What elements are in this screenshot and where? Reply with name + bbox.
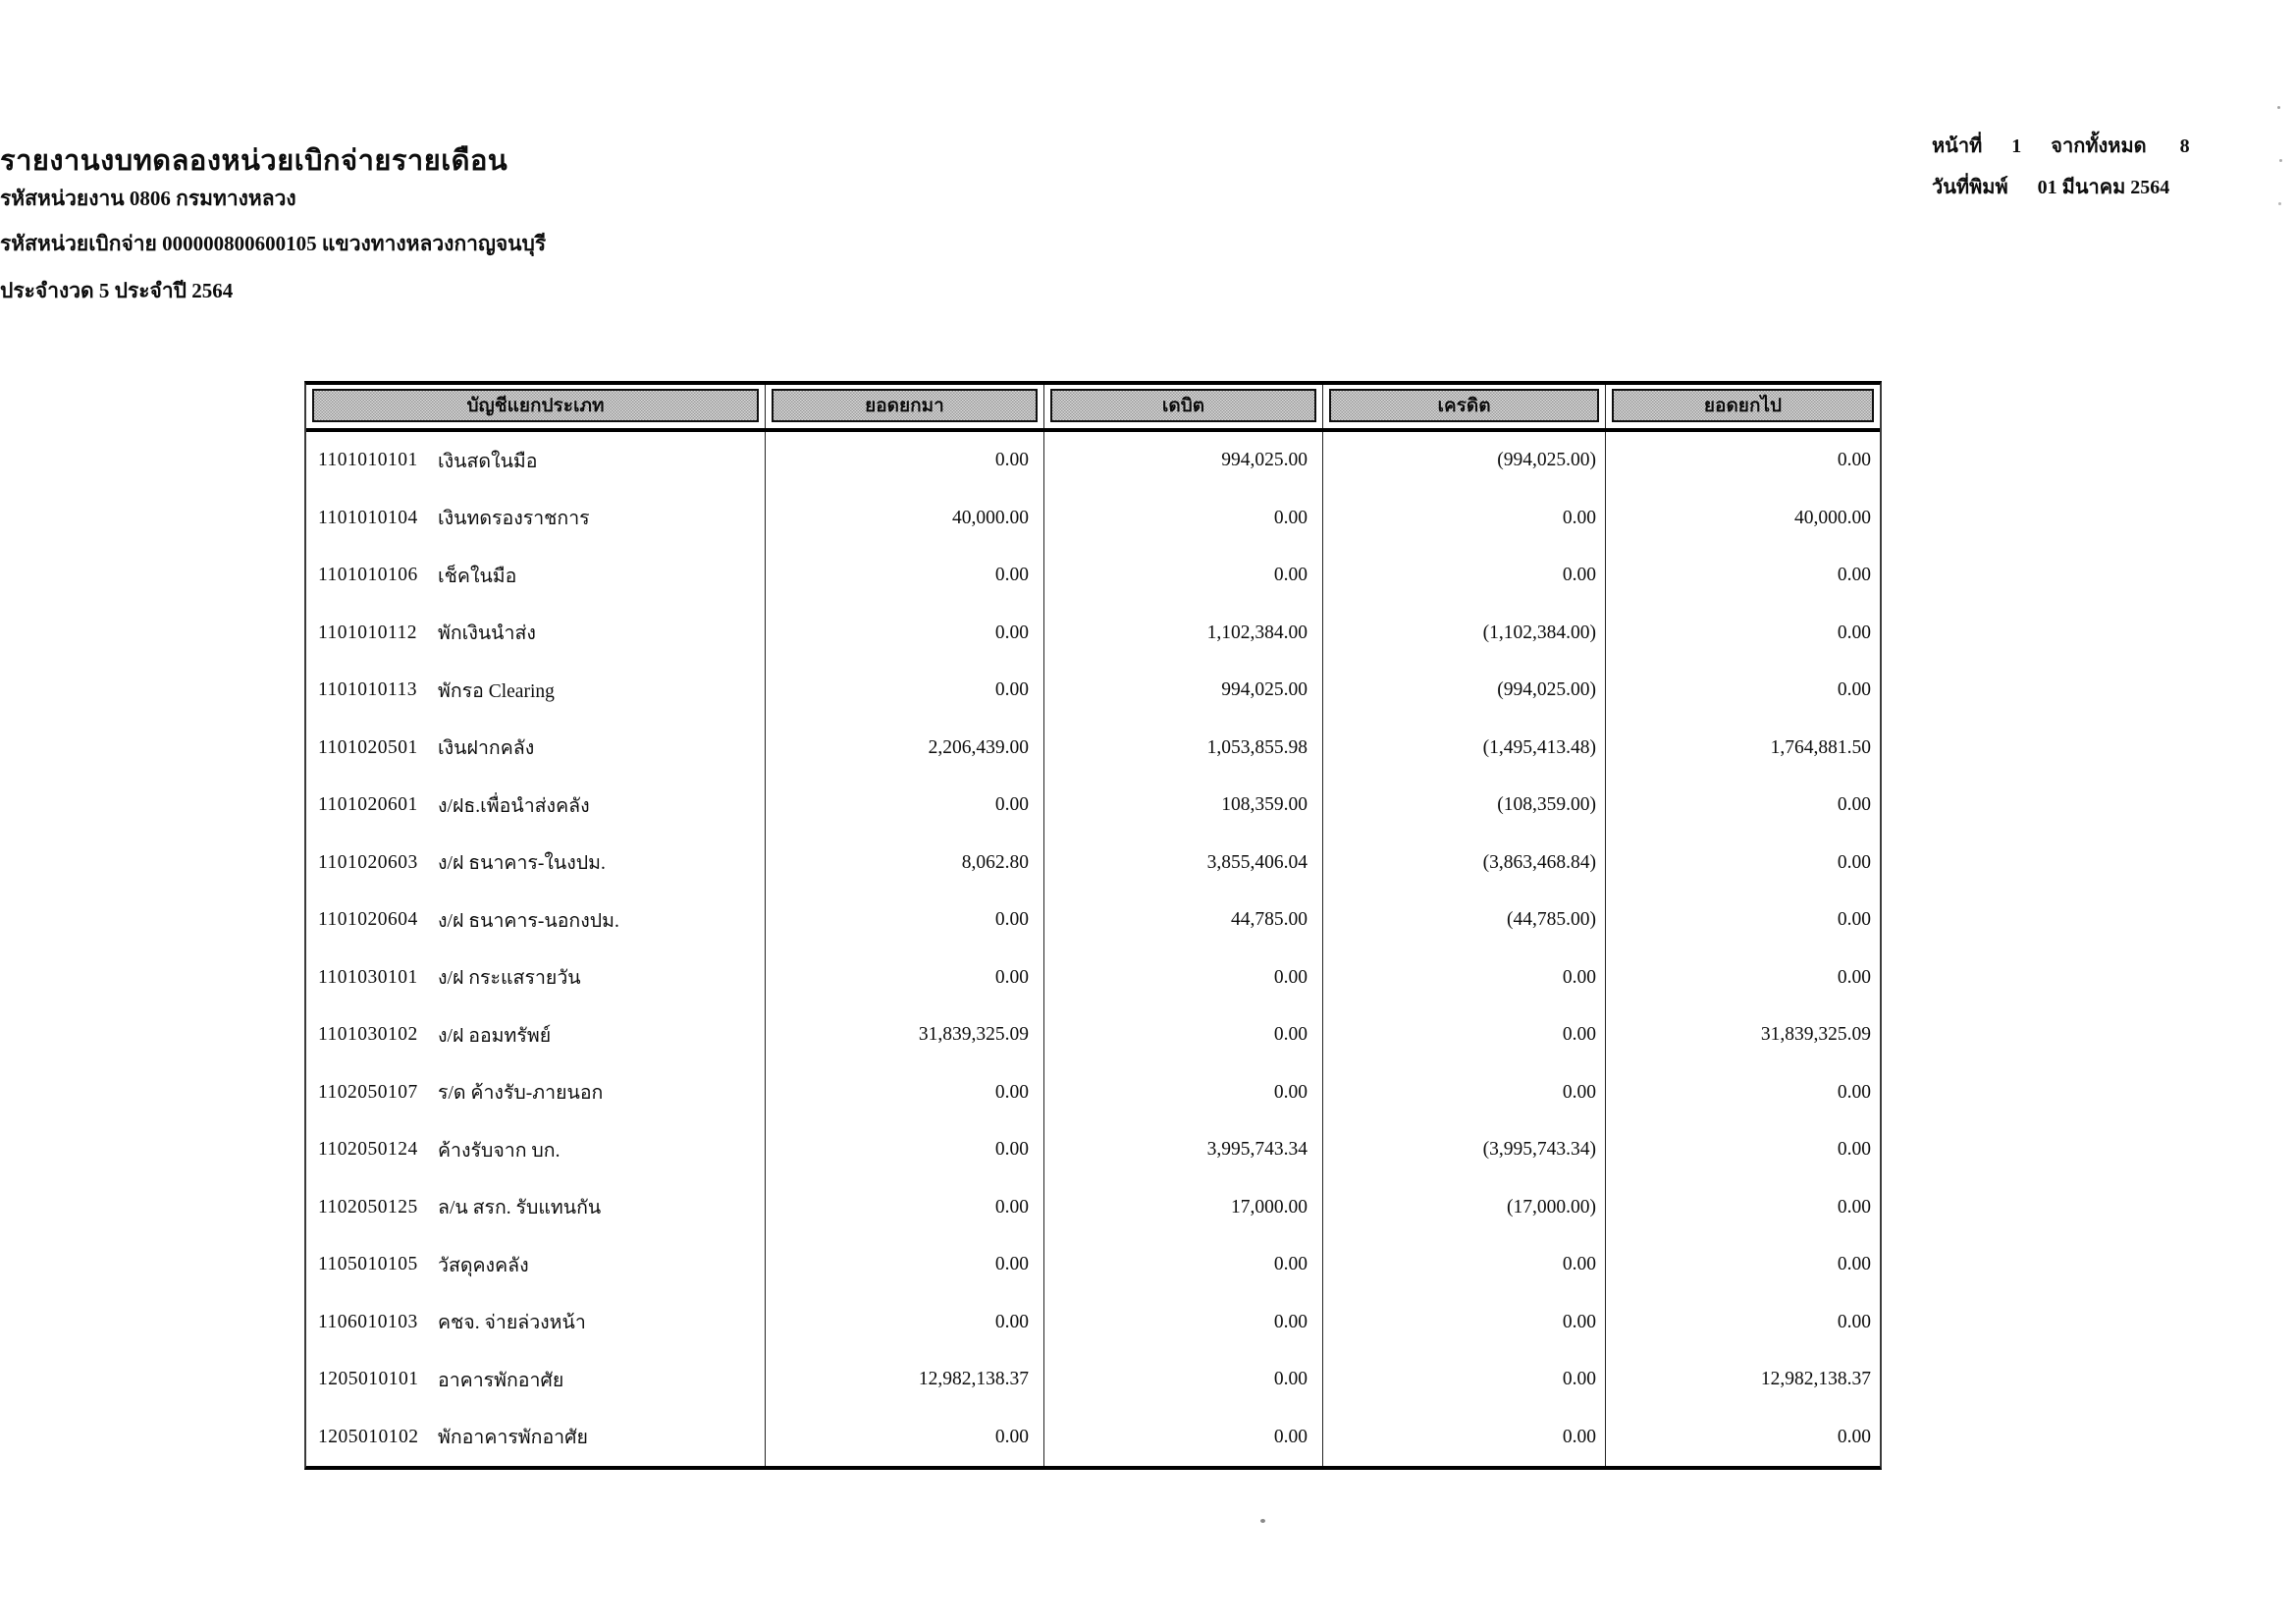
page-number-line [1932, 130, 2190, 161]
debit-amount: 44,785.00 [1044, 892, 1323, 949]
carry-forward-amount: 40,000.00 [766, 490, 1044, 548]
carry-forward-amount: 0.00 [766, 949, 1044, 1007]
header-label-carry-forward: ยอดยกมา [772, 389, 1038, 422]
debit-amount: 0.00 [1044, 1006, 1323, 1064]
account-name: พักรอ Clearing [438, 680, 555, 702]
scan-artifact-dot [2279, 159, 2282, 162]
period-line: ประจำงวด 5 ประจำปี 2564 [0, 279, 234, 302]
carry-forward-amount: 0.00 [766, 777, 1044, 835]
balance-amount: 0.00 [1837, 679, 1871, 701]
credit-amount: (1,102,384.00) [1323, 605, 1606, 663]
debit-amount: 0.00 [1044, 1409, 1323, 1467]
account-cell [306, 1121, 766, 1179]
agency-code-line: รหัสหน่วยงาน 0806 กรมทางหลวง [0, 187, 296, 210]
balance-amount: 0.00 [1837, 1254, 1871, 1275]
header-cell-credit [1323, 385, 1606, 428]
account-code: 1101020603 [318, 851, 418, 873]
table-row [306, 720, 1880, 778]
page-info-block [1932, 130, 2190, 212]
credit-amount: (17,000.00) [1323, 1179, 1606, 1237]
balance-amount: 0.00 [1837, 1196, 1871, 1218]
account-cell [306, 432, 766, 490]
page-number: 1 [2011, 135, 2022, 157]
carry-forward-amount: 0.00 [766, 1236, 1044, 1294]
account-name: เช็คในมือ [438, 566, 517, 587]
account-code: 1101020604 [318, 909, 418, 931]
account-cell [306, 1236, 766, 1294]
debit-amount: 0.00 [1044, 490, 1323, 548]
debit-amount: 0.00 [1044, 547, 1323, 605]
account-name: ค้างรับจาก บก. [438, 1140, 561, 1162]
header-cell-carry-forward [766, 385, 1044, 428]
header-label-account: บัญชีแยกประเภท [312, 389, 759, 422]
scan-artifact-dot [2278, 202, 2281, 205]
account-name: เงินทดรองราชการ [438, 509, 590, 530]
table-row [306, 1179, 1880, 1237]
account-code: 1101010101 [318, 450, 418, 471]
carry-forward-amount: 0.00 [766, 432, 1044, 490]
debit-amount: 994,025.00 [1044, 662, 1323, 720]
debit-amount: 1,102,384.00 [1044, 605, 1323, 663]
carry-forward-amount: 0.00 [766, 662, 1044, 720]
account-cell [306, 892, 766, 949]
account-code: 1105010105 [318, 1254, 418, 1275]
account-name: ล/น สรก. รับแทนกัน [438, 1198, 602, 1219]
balance-amount: 0.00 [1837, 1081, 1871, 1103]
carry-forward-amount: 12,982,138.37 [766, 1351, 1044, 1409]
carry-forward-amount: 0.00 [766, 1064, 1044, 1122]
debit-amount: 108,359.00 [1044, 777, 1323, 835]
balance-amount: 40,000.00 [1794, 507, 1871, 528]
total-pages-label: จากทั้งหมด [2051, 135, 2147, 157]
account-name: เงินฝากคลัง [438, 738, 535, 760]
account-cell [306, 1006, 766, 1064]
table-row [306, 835, 1880, 893]
carry-forward-amount: 2,206,439.00 [766, 720, 1044, 778]
account-code: 1205010102 [318, 1426, 419, 1447]
account-name: พักเงินนำส่ง [438, 623, 536, 645]
account-code: 1106010103 [318, 1311, 418, 1332]
balance-amount: 0.00 [1837, 1311, 1871, 1332]
balance-amount: 1,764,881.50 [1770, 736, 1871, 758]
balance-amount: 0.00 [1837, 450, 1871, 471]
scan-artifact-dot [1260, 1519, 1265, 1523]
header-label-balance: ยอดยกไป [1612, 389, 1874, 422]
header-label-credit: เครดิต [1329, 389, 1599, 422]
balance-amount: 0.00 [1837, 1139, 1871, 1161]
account-name: พักอาคารพักอาศัย [438, 1428, 588, 1449]
carry-forward-amount: 0.00 [766, 1294, 1044, 1352]
balance-amount: 0.00 [1837, 1426, 1871, 1447]
account-cell [306, 547, 766, 605]
table-row [306, 1121, 1880, 1179]
print-date: 01 มีนาคม 2564 [2037, 177, 2170, 198]
account-cell [306, 1179, 766, 1237]
table-row [306, 547, 1880, 605]
balance-amount: 0.00 [1837, 851, 1871, 873]
total-pages: 8 [2179, 135, 2190, 157]
page-label: หน้าที่ [1932, 135, 1983, 157]
debit-amount: 994,025.00 [1044, 432, 1323, 490]
carry-forward-amount: 0.00 [766, 547, 1044, 605]
table-body [306, 432, 1880, 1466]
account-cell [306, 777, 766, 835]
account-cell [306, 490, 766, 548]
account-name: คชจ. จ่ายล่วงหน้า [438, 1313, 586, 1334]
account-cell [306, 949, 766, 1007]
account-name: ง/ฝธ.เพื่อนำส่งคลัง [438, 795, 590, 817]
account-name: ง/ฝ ธนาคาร-ในงปม. [438, 853, 606, 875]
account-code: 1101030102 [318, 1024, 418, 1046]
table-row [306, 1294, 1880, 1352]
account-code: 1102050107 [318, 1081, 418, 1103]
account-code: 1205010101 [318, 1369, 419, 1390]
debit-amount: 0.00 [1044, 1064, 1323, 1122]
account-name: อาคารพักอาศัย [438, 1370, 564, 1391]
disbursement-unit-line: รหัสหน่วยเบิกจ่าย 000000800600105 แขวงทางหลวงกาญจนบุรี [0, 232, 547, 255]
account-name: ง/ฝ ออมทรัพย์ [438, 1025, 552, 1047]
table-row [306, 662, 1880, 720]
header-cell-account [306, 385, 766, 428]
account-name: วัสดุคงคลัง [438, 1255, 529, 1276]
credit-amount: 0.00 [1323, 1236, 1606, 1294]
carry-forward-amount: 0.00 [766, 892, 1044, 949]
table-row [306, 605, 1880, 663]
carry-forward-amount: 8,062.80 [766, 835, 1044, 893]
account-name: ร/ด ค้างรับ-ภายนอก [438, 1083, 604, 1105]
account-cell [306, 720, 766, 778]
header-cell-debit [1044, 385, 1323, 428]
debit-amount: 3,995,743.34 [1044, 1121, 1323, 1179]
account-code: 1101010104 [318, 507, 418, 528]
credit-amount: (108,359.00) [1323, 777, 1606, 835]
credit-amount: (1,495,413.48) [1323, 720, 1606, 778]
table-row [306, 949, 1880, 1007]
carry-forward-amount: 0.00 [766, 1121, 1044, 1179]
account-code: 1102050125 [318, 1196, 418, 1218]
account-code: 1102050124 [318, 1139, 418, 1161]
credit-amount: 0.00 [1323, 490, 1606, 548]
balance-amount: 0.00 [1837, 622, 1871, 643]
table-row [306, 1351, 1880, 1409]
credit-amount: 0.00 [1323, 1409, 1606, 1467]
account-cell [306, 835, 766, 893]
balance-amount: 0.00 [1837, 909, 1871, 931]
credit-amount: 0.00 [1323, 1006, 1606, 1064]
debit-amount: 0.00 [1044, 1351, 1323, 1409]
credit-amount: 0.00 [1323, 1294, 1606, 1352]
header-cell-balance [1606, 385, 1880, 428]
balance-amount: 12,982,138.37 [1760, 1369, 1871, 1390]
table-header-row [306, 385, 1880, 432]
credit-amount: (44,785.00) [1323, 892, 1606, 949]
table-row [306, 892, 1880, 949]
table-row [306, 1006, 1880, 1064]
balance-amount: 0.00 [1837, 794, 1871, 816]
carry-forward-amount: 0.00 [766, 1409, 1044, 1467]
balance-amount: 0.00 [1837, 966, 1871, 988]
header-label-debit: เดบิต [1050, 389, 1316, 422]
credit-amount: 0.00 [1323, 547, 1606, 605]
credit-amount: (3,995,743.34) [1323, 1121, 1606, 1179]
account-cell [306, 1351, 766, 1409]
table-row [306, 777, 1880, 835]
credit-amount: (994,025.00) [1323, 432, 1606, 490]
debit-amount: 0.00 [1044, 949, 1323, 1007]
account-name: ง/ฝ กระแสรายวัน [438, 968, 581, 990]
report-title: รายงานงบทดลองหน่วยเบิกจ่ายรายเดือน [0, 145, 508, 177]
credit-amount: (3,863,468.84) [1323, 835, 1606, 893]
debit-amount: 0.00 [1044, 1294, 1323, 1352]
table-row [306, 432, 1880, 490]
print-date-label: วันที่พิมพ์ [1932, 177, 2008, 198]
credit-amount: 0.00 [1323, 1351, 1606, 1409]
account-cell [306, 605, 766, 663]
account-code: 1101020501 [318, 736, 418, 758]
account-name: ง/ฝ ธนาคาร-นอกงปม. [438, 910, 619, 932]
account-code: 1101020601 [318, 794, 418, 816]
table-row [306, 1064, 1880, 1122]
account-code: 1101030101 [318, 966, 418, 988]
carry-forward-amount: 31,839,325.09 [766, 1006, 1044, 1064]
account-cell [306, 1409, 766, 1467]
debit-amount: 17,000.00 [1044, 1179, 1323, 1237]
credit-amount: (994,025.00) [1323, 662, 1606, 720]
account-name: เงินสดในมือ [438, 451, 538, 472]
debit-amount: 3,855,406.04 [1044, 835, 1323, 893]
account-code: 1101010106 [318, 565, 418, 586]
debit-amount: 0.00 [1044, 1236, 1323, 1294]
table-row [306, 1236, 1880, 1294]
account-cell [306, 662, 766, 720]
table-row [306, 490, 1880, 548]
account-code: 1101010113 [318, 679, 418, 701]
debit-amount: 1,053,855.98 [1044, 720, 1323, 778]
scan-artifact-dot [2277, 106, 2280, 109]
credit-amount: 0.00 [1323, 949, 1606, 1007]
carry-forward-amount: 0.00 [766, 605, 1044, 663]
trial-balance-table [304, 381, 1882, 1470]
carry-forward-amount: 0.00 [766, 1179, 1044, 1237]
account-cell [306, 1294, 766, 1352]
account-code: 1101010112 [318, 622, 418, 643]
print-date-line [1932, 171, 2190, 202]
credit-amount: 0.00 [1323, 1064, 1606, 1122]
table-row [306, 1409, 1880, 1467]
balance-amount: 0.00 [1837, 565, 1871, 586]
balance-amount: 31,839,325.09 [1760, 1024, 1871, 1046]
account-cell [306, 1064, 766, 1122]
